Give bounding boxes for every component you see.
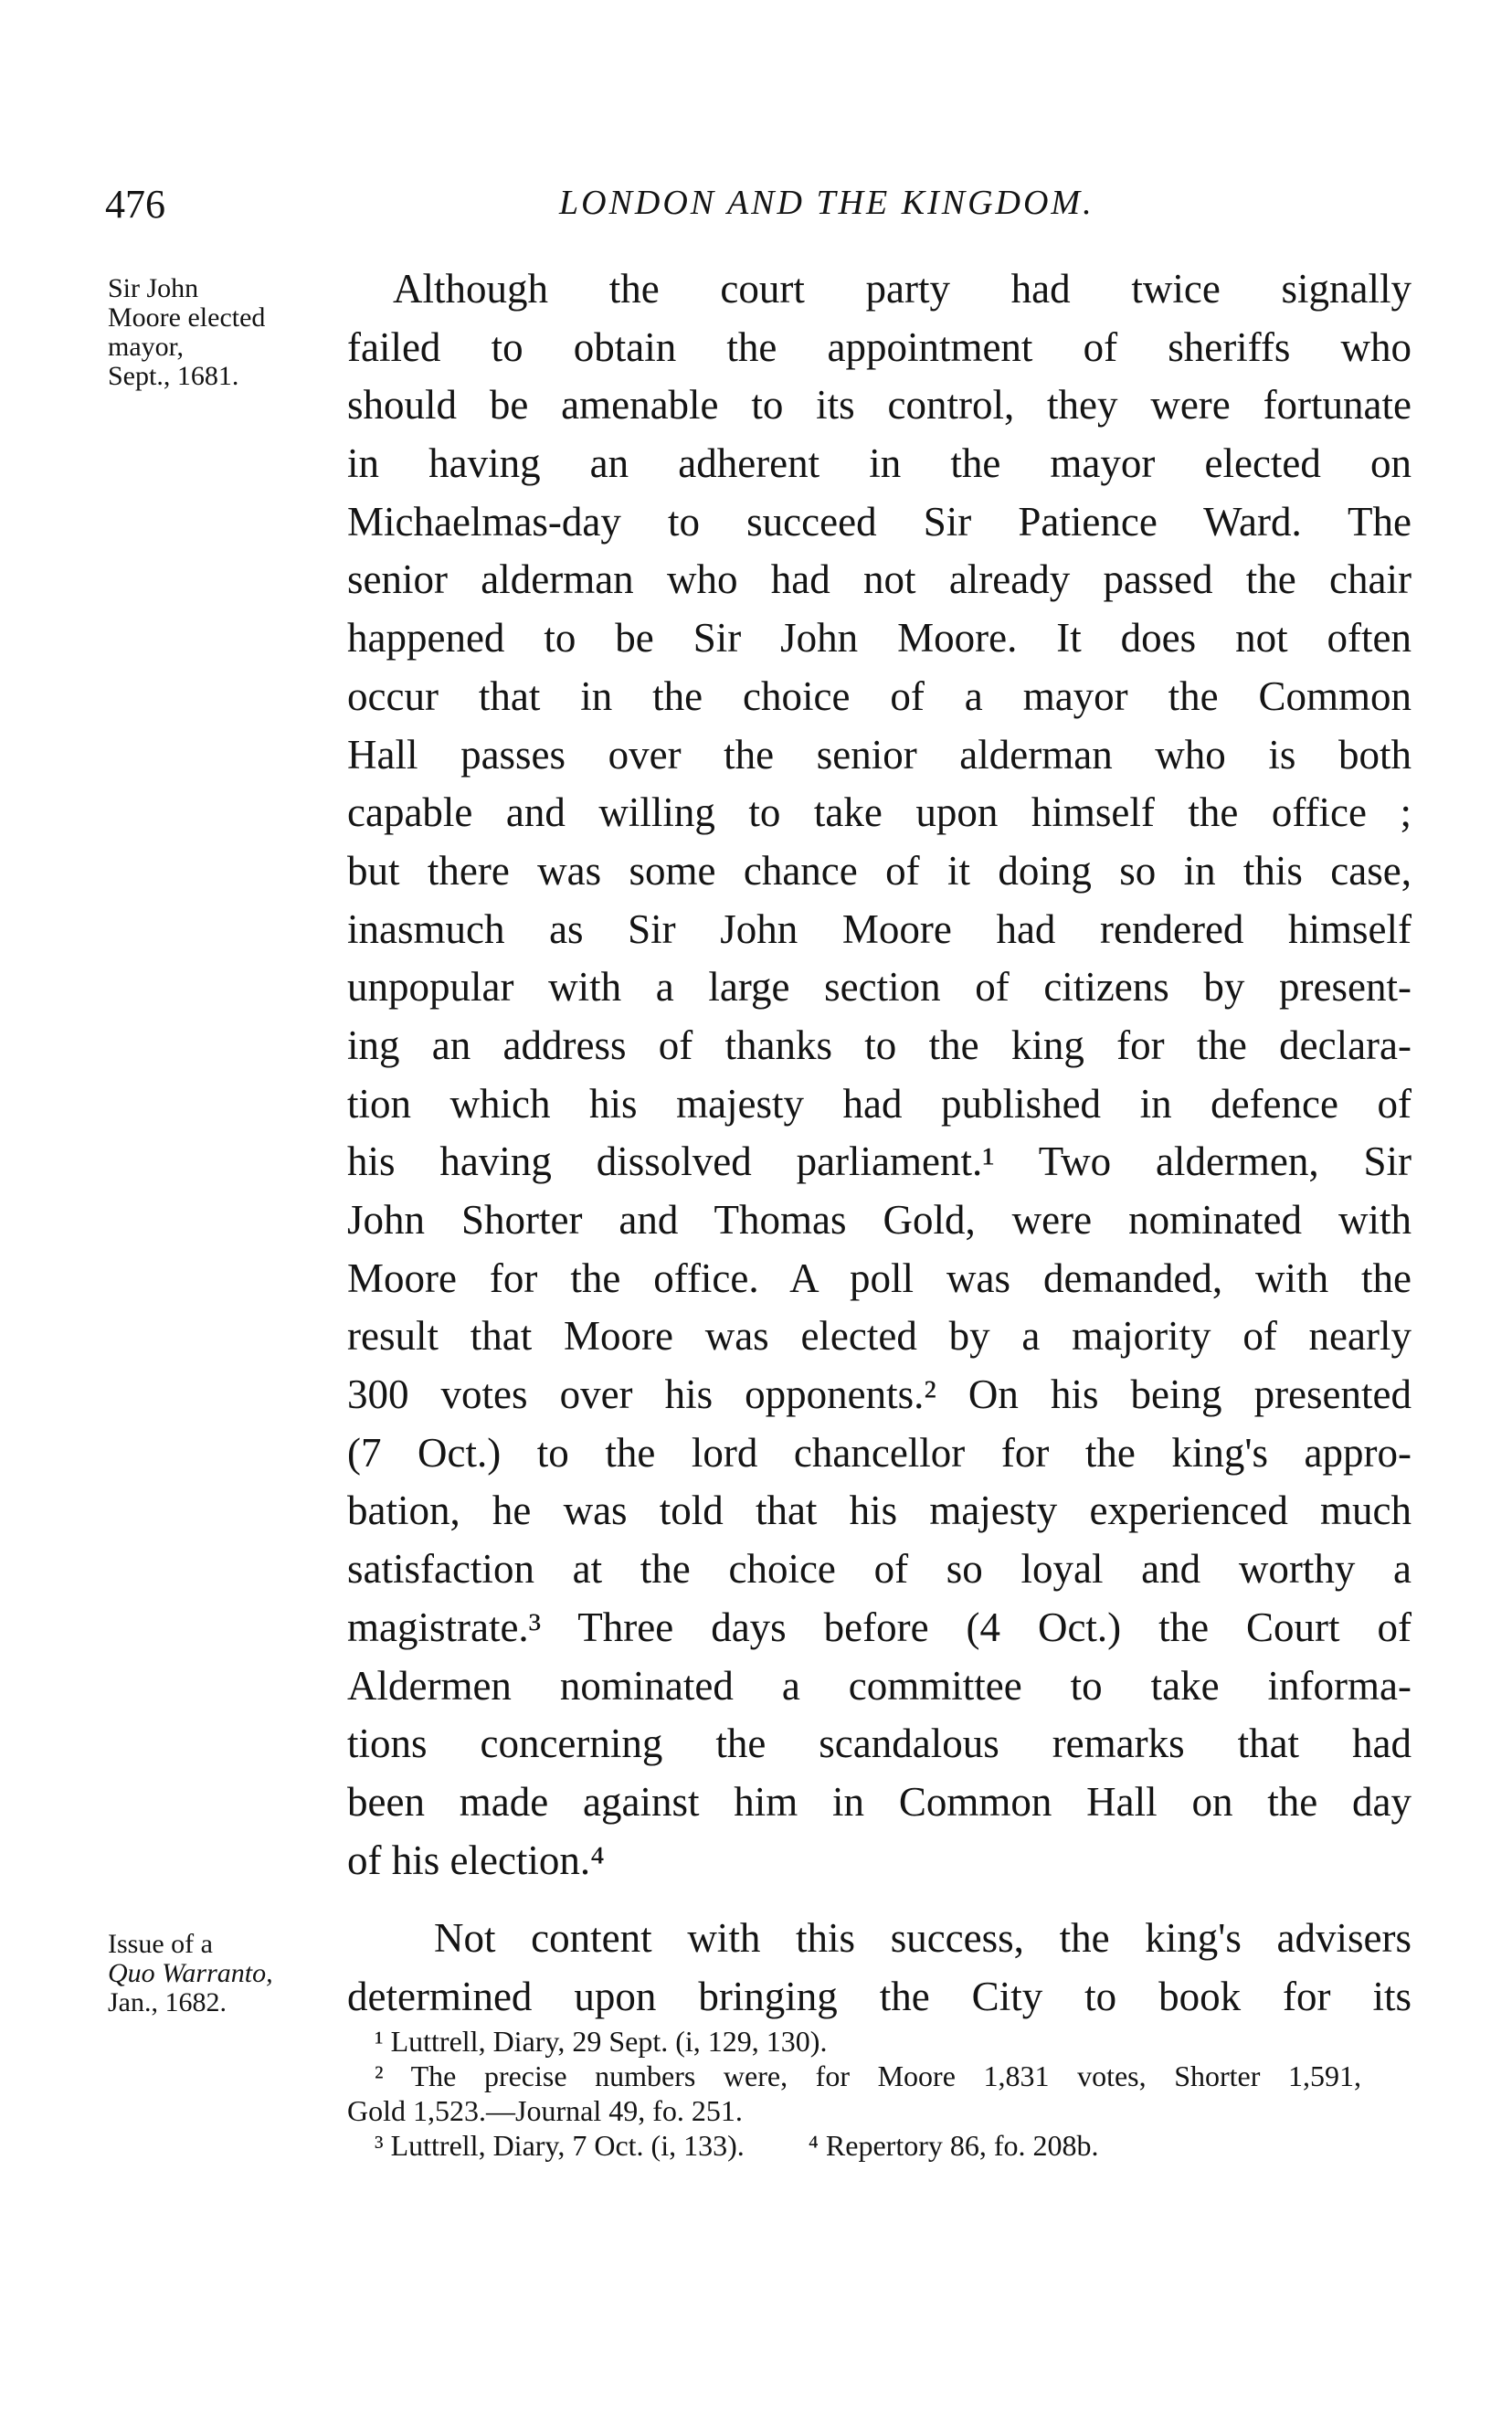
paragraph-2 bbox=[347, 1910, 1412, 2026]
text-line: but there was some chance of it doing so in this case, bbox=[347, 847, 1412, 894]
footnote-row bbox=[347, 2128, 1361, 2163]
text-line: satisfaction at the choice of so loyal and worthy a bbox=[347, 1546, 1412, 1593]
text-line: unpopular with a large section of citizens by present- bbox=[347, 964, 1412, 1011]
margin-note-line: Sept., 1681. bbox=[108, 361, 239, 391]
text-line: in having an adherent in the mayor elected on bbox=[347, 440, 1412, 487]
text-line: been made against him in Common Hall on the day bbox=[347, 1778, 1412, 1825]
text-line: magistrate.³ Three days before (4 Oct.) the Court of bbox=[347, 1604, 1412, 1650]
text-line: inasmuch as Sir John Moore had rendered himself bbox=[347, 905, 1412, 952]
running-head: LONDON AND THE KINGDOM. bbox=[559, 184, 1094, 222]
text-line: tions concerning the scandalous remarks that had bbox=[347, 1721, 1412, 1767]
margin-note-moore-elected bbox=[108, 274, 265, 391]
footnote-1: ¹ Luttrell, Diary, 29 Sept. (i, 129, 130). bbox=[375, 2025, 828, 2058]
text-line: bation, he was told that his majesty experienced much bbox=[347, 1488, 1412, 1534]
text-line: of his election.⁴ bbox=[347, 1837, 605, 1883]
text-line: Michaelmas-day to succeed Sir Patience Ward. The bbox=[347, 498, 1412, 545]
footnotes bbox=[347, 2024, 1361, 2163]
text-line: occur that in the choice of a mayor the Common bbox=[347, 672, 1412, 719]
text-line: failed to obtain the appointment of sheriffs who bbox=[347, 323, 1412, 370]
text-line: tion which his majesty had published in defence of bbox=[347, 1080, 1412, 1127]
footnote-4: ⁴ Repertory 86, fo. 208b. bbox=[808, 2129, 1099, 2162]
paragraph-1 bbox=[347, 260, 1412, 1890]
text-line: determined upon bringing the City to book for its bbox=[347, 1973, 1412, 2019]
margin-note-line: Sir John bbox=[108, 273, 199, 303]
text-line: capable and willing to take upon himself the office ; bbox=[347, 789, 1412, 836]
text-line: Although the court party had twice signally bbox=[393, 266, 1412, 312]
text-line: Aldermen nominated a committee to take informa- bbox=[347, 1662, 1412, 1709]
margin-note-line: mayor, bbox=[108, 332, 184, 362]
text-line: 300 votes over his opponents.² On his being presented bbox=[347, 1371, 1412, 1418]
text-line: Hall passes over the senior alderman who is both bbox=[347, 731, 1412, 778]
text-line: (7 Oct.) to the lord chancellor for the king's appro- bbox=[347, 1429, 1412, 1476]
margin-note-quo-warranto bbox=[108, 1930, 273, 2017]
footnote-2-continued: Gold 1,523.—Journal 49, fo. 251. bbox=[347, 2094, 743, 2127]
text-line: result that Moore was elected by a majority of nearly bbox=[347, 1313, 1412, 1360]
page-number: 476 bbox=[105, 182, 165, 227]
text-line: should be amenable to its control, they were fortunate bbox=[347, 382, 1412, 429]
footnote-3: ³ Luttrell, Diary, 7 Oct. (i, 133). bbox=[375, 2129, 745, 2162]
text-line: ing an address of thanks to the king for the declara- bbox=[347, 1022, 1412, 1068]
text-line: John Shorter and Thomas Gold, were nominated with bbox=[347, 1197, 1412, 1243]
text-line: Moore for the office. A poll was demanded, with the bbox=[347, 1255, 1412, 1301]
margin-note-line: Moore elected bbox=[108, 302, 266, 333]
text-line: happened to be Sir John Moore. It does not often bbox=[347, 615, 1412, 662]
text-line: senior alderman who had not already passed the chair bbox=[347, 556, 1412, 603]
text-line: his having dissolved parliament.¹ Two aldermen, Sir bbox=[347, 1138, 1412, 1185]
footnote-2: ² The precise numbers were, for Moore 1,831 votes, Shorter 1,591, bbox=[375, 2059, 1361, 2092]
margin-note-line: Issue of a bbox=[108, 1929, 213, 1959]
text-line: Not content with this success, the king's advisers bbox=[434, 1915, 1412, 1961]
margin-note-line: Quo Warranto, bbox=[108, 1958, 273, 1988]
margin-note-line: Jan., 1682. bbox=[108, 1987, 227, 2017]
